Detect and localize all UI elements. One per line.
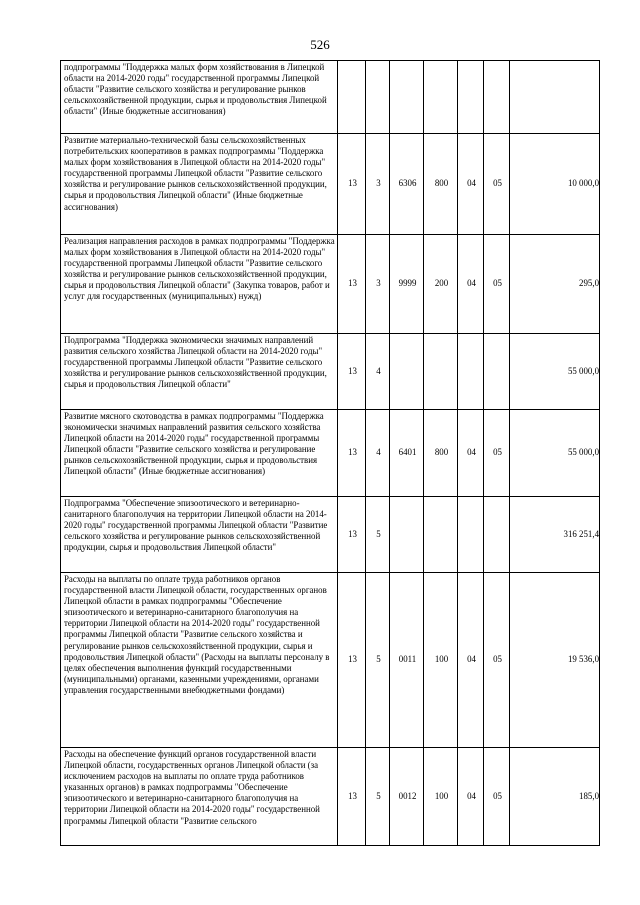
subsection-cell xyxy=(484,334,510,410)
expense-code-cell xyxy=(390,334,424,410)
amount-cell: 10 000,0 xyxy=(510,134,600,235)
expense-type-cell xyxy=(424,497,458,573)
description-cell: Подпрограмма "Обеспечение эпизоотического и ветеринарно-санитарного благополучия на территории Липецкой области на 2014-2020 годы" государственной программы Липецкой области "Развитие сельского хозяйства и регулирование рынков сельскохозяйственной продукции, сырья и продовольствия Липецкой области" xyxy=(61,497,338,573)
table-row xyxy=(61,134,600,235)
amount-cell: 19 536,0 xyxy=(510,573,600,748)
section-cell xyxy=(458,61,484,134)
expense-code-cell xyxy=(390,497,424,573)
amount-cell: 185,0 xyxy=(510,748,600,846)
expense-type-cell xyxy=(424,61,458,134)
expense-code-cell xyxy=(390,61,424,134)
subprogram-cell: 3 xyxy=(366,235,390,334)
amount-cell: 55 000,0 xyxy=(510,410,600,497)
table-row xyxy=(61,497,600,573)
description-cell: Развитие мясного скотоводства в рамках подпрограммы "Поддержка экономически значимых направлений развития сельского хозяйства Липецкой области на 2014-2020 годы" государственной программы Липецкой области "Развитие сельского хозяйства и регулирование рынков сельскохозяйственной продукции, сырья и продовольствия Липецкой области" (Иные бюджетные ассигнования) xyxy=(61,410,338,497)
grbs-cell: 13 xyxy=(338,497,366,573)
grbs-cell: 13 xyxy=(338,334,366,410)
expense-type-cell xyxy=(424,334,458,410)
table-row xyxy=(61,410,600,497)
subprogram-cell: 5 xyxy=(366,497,390,573)
table-row xyxy=(61,748,600,846)
amount-cell: 316 251,4 xyxy=(510,497,600,573)
grbs-cell: 13 xyxy=(338,410,366,497)
subsection-cell: 05 xyxy=(484,573,510,748)
page-number: 526 xyxy=(310,37,330,52)
description-cell: Реализация направления расходов в рамках подпрограммы "Поддержка малых форм хозяйствования в Липецкой области на 2014-2020 годы" государственной программы Липецкой области "Развитие сельского хозяйства и регулирование рынков сельскохозяйственной продукции, сырья и продовольствия Липецкой области" (Закупка товаров, работ и услуг для государственных (муниципальных) нужд) xyxy=(61,235,338,334)
expense-code-cell: 0011 xyxy=(390,573,424,748)
expense-code-cell: 9999 xyxy=(390,235,424,334)
description-cell: Подпрограмма "Поддержка экономически значимых направлений развития сельского хозяйства Липецкой области на 2014-2020 годы" государственной программы Липецкой области "Развитие сельского хозяйства и регулирование рынков сельскохозяйственной продукции, сырья и продовольствия Липецкой области" xyxy=(61,334,338,410)
table-row xyxy=(61,334,600,410)
grbs-cell: 13 xyxy=(338,134,366,235)
section-cell: 04 xyxy=(458,410,484,497)
grbs-cell xyxy=(338,61,366,134)
expense-type-cell: 800 xyxy=(424,134,458,235)
amount-cell: 295,0 xyxy=(510,235,600,334)
expense-code-cell: 0012 xyxy=(390,748,424,846)
grbs-cell: 13 xyxy=(338,748,366,846)
table-row xyxy=(61,235,600,334)
section-cell xyxy=(458,497,484,573)
subsection-cell xyxy=(484,497,510,573)
amount-cell: 55 000,0 xyxy=(510,334,600,410)
subsection-cell: 05 xyxy=(484,235,510,334)
subsection-cell: 05 xyxy=(484,134,510,235)
table-row xyxy=(61,61,600,134)
section-cell: 04 xyxy=(458,235,484,334)
subsection-cell: 05 xyxy=(484,748,510,846)
section-cell xyxy=(458,334,484,410)
subsection-cell xyxy=(484,61,510,134)
expense-type-cell: 100 xyxy=(424,573,458,748)
expense-type-cell: 100 xyxy=(424,748,458,846)
subprogram-cell: 5 xyxy=(366,748,390,846)
subsection-cell: 05 xyxy=(484,410,510,497)
subprogram-cell: 3 xyxy=(366,134,390,235)
expense-type-cell: 200 xyxy=(424,235,458,334)
description-cell: подпрограммы "Поддержка малых форм хозяйствования в Липецкой области на 2014-2020 годы" государственной программы Липецкой области "Развитие сельского хозяйства и регулирование рынков сельскохозяйственной продукции, сырья и продовольствия Липецкой области" (Иные бюджетные ассигнования) xyxy=(61,61,338,134)
subprogram-cell xyxy=(366,61,390,134)
grbs-cell: 13 xyxy=(338,235,366,334)
description-cell: Развитие материально-технической базы сельскохозяйственных потребительских кооперативов в рамках подпрограммы "Поддержка малых форм хозяйствования в Липецкой области на 2014-2020 годы" государственной программы Липецкой области "Развитие сельского хозяйства и регулирование рынков сельскохозяйственной продукции, сырья и продовольствия Липецкой области" (Иные бюджетные ассигнования) xyxy=(61,134,338,235)
amount-cell xyxy=(510,61,600,134)
section-cell: 04 xyxy=(458,134,484,235)
section-cell: 04 xyxy=(458,748,484,846)
budget-table xyxy=(60,60,600,846)
expense-code-cell: 6401 xyxy=(390,410,424,497)
subprogram-cell: 4 xyxy=(366,334,390,410)
grbs-cell: 13 xyxy=(338,573,366,748)
section-cell: 04 xyxy=(458,573,484,748)
description-cell: Расходы на выплаты по оплате труда работников органов государственной власти Липецкой области, государственных органов Липецкой области в рамках подпрограммы "Обеспечение эпизоотического и ветеринарно-санитарного благополучия на территории Липецкой области на 2014-2020 годы" государственной программы Липецкой области "Развитие сельского хозяйства и регулирование рынков сельскохозяйственной продукции, сырья и продовольствия Липецкой области" (Расходы на выплаты персоналу в целях обеспечения выполнения функций государственными (муниципальными) органами, казенными учреждениями, органами управления государственными внебюджетными фондами) xyxy=(61,573,338,748)
expense-type-cell: 800 xyxy=(424,410,458,497)
expense-code-cell: 6306 xyxy=(390,134,424,235)
description-cell: Расходы на обеспечение функций органов государственной власти Липецкой области, государственных органов Липецкой области (за исключением расходов на выплаты по оплате труда работников указанных органов) в рамках подпрограммы "Обеспечение эпизоотического и ветеринарно-санитарного благополучия на территории Липецкой области на 2014-2020 годы" государственной программы Липецкой области "Развитие сельского xyxy=(61,748,338,846)
subprogram-cell: 4 xyxy=(366,410,390,497)
subprogram-cell: 5 xyxy=(366,573,390,748)
table-row xyxy=(61,573,600,748)
